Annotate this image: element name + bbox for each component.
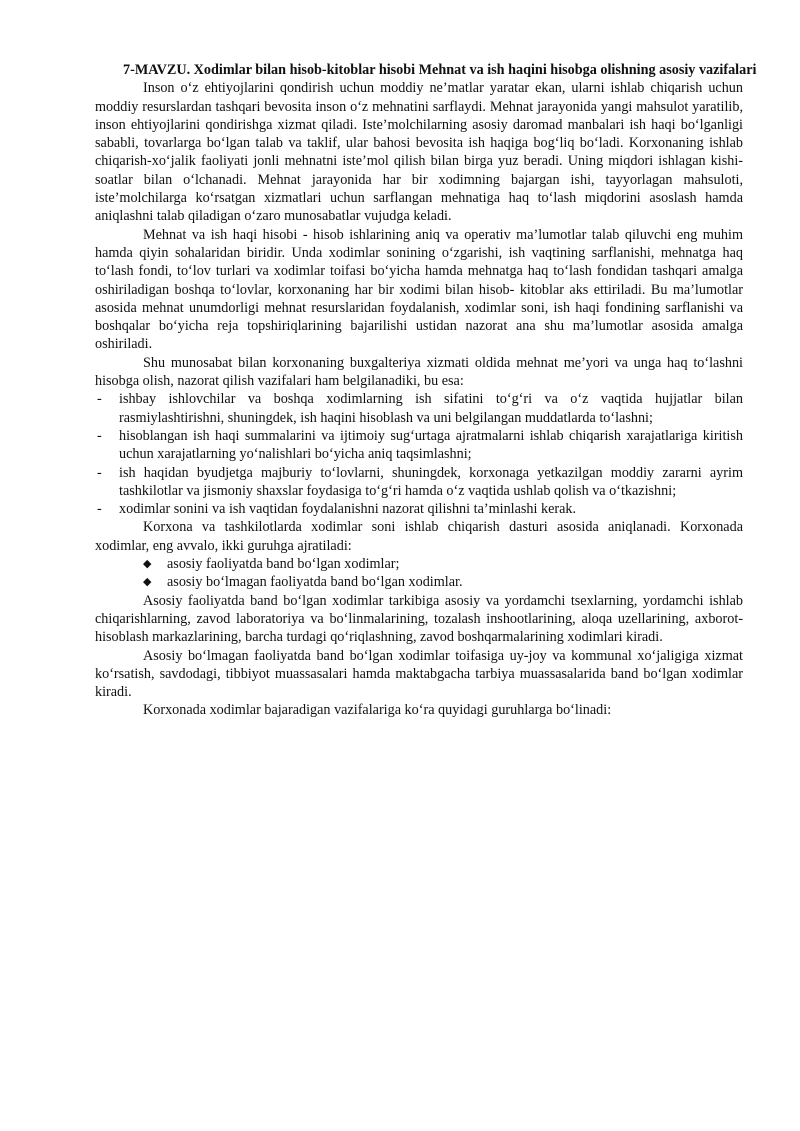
paragraph-intro-1: Inson o‘z ehtiyojlarini qondirish uchun moddiy ne’matlar yaratar ekan, ularni ishlab chiqarish uchun moddiy resurslardan tashqari bevosita inson o‘z mehnatini sarflaydi. Mehnat jarayonida yangi mahsulot yaratilib, inson ehtiyojlarini qondirishga xizmat qiladi. Iste’molchilarning asosiy daromad manbalari ish haqi bo‘lganligi sababli, tovarlarga bo‘lgan talab va taklif, ular bahosi bevosita ish haqiga bog‘liq bo‘ladi. Korxonaning ishlab chiqarish-xo‘jalik faoliyati jonli mehnatni iste’mol qilish bilan birga yuz beradi. Uning miqdori ishlagan kishi-soatlar bilan o‘lchanadi. Mehnat jarayonida har bir xodimning bajargan ishi, tayyorlagan mahsuloti, iste’molchilarga ko‘rsatgan xizmatlari uchun sarflangan mehnatiga haq to‘lash miqdorini asoslash hamda aniqlashni talab qiladigan o‘zaro munosabatlar vujudga keladi. (95, 80, 743, 225)
dash-bullet: - (97, 501, 102, 518)
dash-bullet: - (97, 427, 102, 444)
diamond-bullet-icon: ◆ (143, 558, 152, 571)
list-item (95, 390, 743, 427)
diamond-bullet-icon: ◆ (143, 576, 152, 589)
list-item (95, 500, 743, 518)
list-item (143, 555, 743, 573)
list-item-text: xodimlar sonini va ish vaqtidan foydalanishni nazorat qilishni ta’minlashi kerak. (119, 501, 577, 518)
paragraph-outro-3: Korxonada xodimlar bajaradigan vazifalariga ko‘ra quyidagi guruhlarga bo‘linadi: (143, 702, 612, 719)
list-item (95, 464, 743, 501)
paragraph-outro-2: Asosiy bo‘lmagan faoliyatda band bo‘lgan xodimlar toifasiga uy-joy va kommunal xo‘jaligiga xizmat ko‘rsatish, savdodagi, tibbiyot muassasalari hamda maktabgacha tarbiya muassasalarida band bo‘lgan xodimlar kiradi. (95, 647, 743, 701)
list-item-text: ishbay ishlovchilar va boshqa xodimlarning ish sifatini to‘g‘ri va o‘z vaqtida hujjatlar bilan rasmiylashtirishni, shuningdek, ish haqini hisoblash va uni belgilangan muddatlarda to‘lashni; (119, 391, 743, 426)
paragraph-groups: Korxona va tashkilotlarda xodimlar soni ishlab chiqarish dasturi asosida aniqlanadi. Korxonada xodimlar, eng avvalo, ikki guruhga ajratiladi: (95, 519, 743, 554)
dash-bullet: - (97, 391, 102, 408)
paragraph-intro-2: Mehnat va ish haqi hisobi - hisob ishlarining aniq va operativ ma’lumotlar talab qiluvchi eng muhim hamda qiyin sohalaridan biridir. Unda xodimlar sonining o‘zgarishi, ish vaqtining sarflanishi, mehnatga haq to‘lash fondi, to‘lov turlari va xodimlar toifasi bo‘yicha hamda mehnatga haq to‘lash fondidan tashqari amalga oshiriladigan boshqa to‘lovlar, korxonaning har bir xodimi bilan hisob- kitoblar aks ettiriladi. Bu ma’lumotlar asosida mehnat unumdorligi mehnat resurslaridan foydalanish, xodimlar soni, ish haqi fondining sarflanishi va boshqalar bo‘yicha reja topshiriqlarining bajarilishi ustidan nazorat ana shu ma’lumotlar asosida amalga oshiriladi. (95, 226, 743, 353)
document-page (95, 61, 757, 720)
paragraph-intro-3: Shu munosabat bilan korxonaning buxgalteriya xizmati oldida mehnat me’yori va unga haq to‘lashni hisobga olish, nazorat qilish vazifalari ham belgilanadiki, bu esa: (95, 354, 743, 390)
duties-list (95, 390, 743, 518)
worker-groups-list (95, 555, 743, 592)
list-item (143, 573, 743, 591)
list-item-text: ish haqidan byudjetga majburiy to‘lovlarni, shuningdek, korxonaga yetkazilgan moddiy zararni ayrim tashkilotlar va jismoniy shaxslar foydasiga to‘g‘ri hamda o‘z vaqtida ushlab qolish va o‘tkazishni; (119, 464, 743, 499)
paragraph-outro-1: Asosiy faoliyatda band bo‘lgan xodimlar tarkibiga asosiy va yordamchi tsexlarning, yordamchi ishlab chiqarishlarning, zavod laboratoriya va bo‘linmalarining, tozalash inshootlarining, aloqa uzellarining, axborot-hisoblash markazlarining, barcha turdagi qo‘riqlashning, zavod boshqarmalarining xodimlari kiradi. (95, 592, 743, 646)
list-item-text: hisoblangan ish haqi summalarini va ijtimoiy sug‘urtaga ajratmalarni ishlab chiqarish xarajatlariga kiritish uchun xarajatlarning yo‘nalishlari bo‘yicha aniq taqsimlashni; (119, 427, 743, 463)
document-title: 7-MAVZU. Xodimlar bilan hisob-kitoblar hisobi Mehnat va ish haqini hisobga olishning asosiy vazifalari (123, 62, 757, 78)
dash-bullet: - (97, 464, 102, 481)
list-item (95, 427, 743, 464)
list-item-text: asosiy bo‘lmagan faoliyatda band bo‘lgan xodimlar. (167, 574, 463, 591)
list-item-text: asosiy faoliyatda band bo‘lgan xodimlar; (167, 556, 400, 573)
